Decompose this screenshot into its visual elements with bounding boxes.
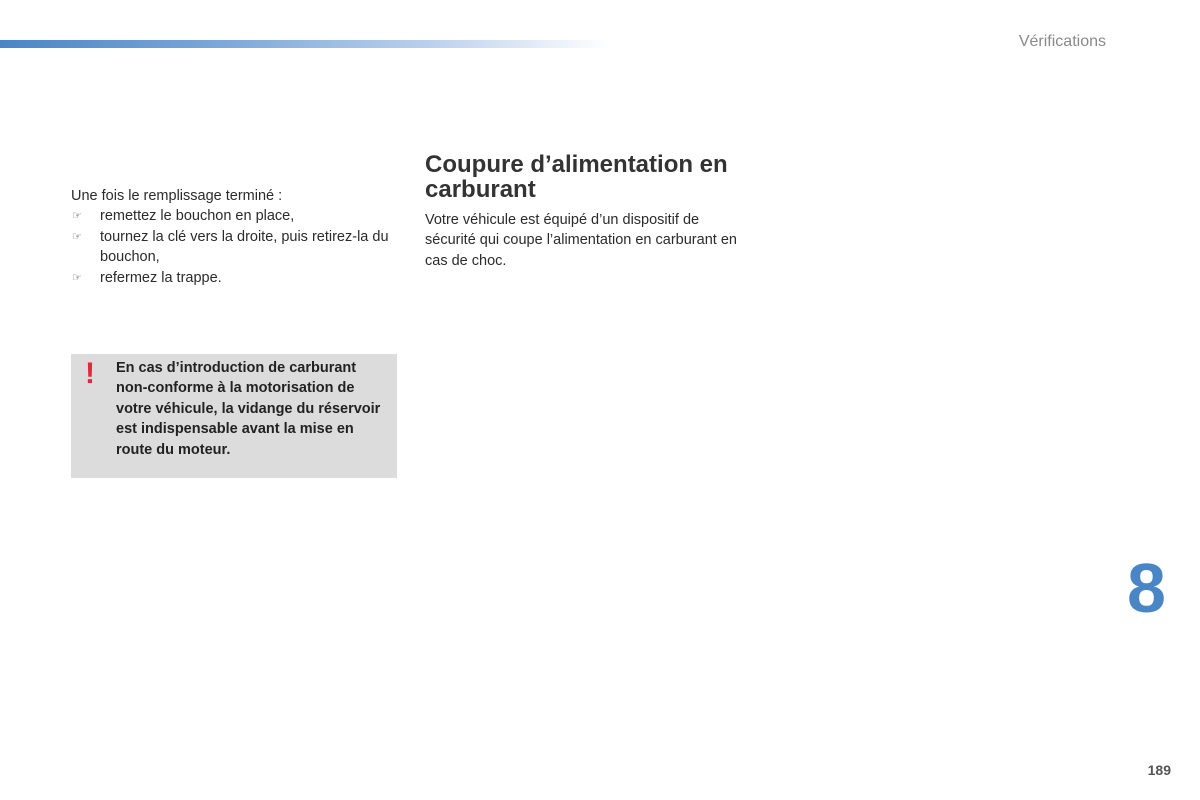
page-number: 189: [1147, 762, 1171, 778]
warning-text: En cas d’introduction de carburant non-conforme à la motorisation de votre véhicule, la vidange du réservoir est indispensable avant la mise en route du moteur.: [116, 360, 381, 458]
pointing-hand-icon: ☞: [72, 230, 82, 243]
fuel-cutoff-heading: Coupure d’alimentation en carburant: [425, 151, 728, 203]
fuel-cutoff-section: [425, 152, 745, 271]
list-item: [71, 268, 401, 288]
pointing-hand-icon: ☞: [72, 210, 82, 223]
refuel-steps: [71, 186, 401, 288]
pointing-hand-icon: ☞: [72, 271, 82, 284]
list-item-text: tournez la clé vers la droite, puis retirez-la du bouchon,: [100, 228, 389, 266]
refuel-intro: Une fois le remplissage terminé :: [71, 188, 283, 204]
warning-box: [71, 354, 397, 478]
refuel-steps-list: [71, 206, 401, 288]
list-item: [71, 227, 401, 268]
list-item: [71, 206, 401, 226]
chapter-number: 8: [1127, 549, 1166, 627]
fuel-cutoff-body: Votre véhicule est équipé d’un dispositif de sécurité qui coupe l’alimentation en carburant en cas de choc.: [425, 212, 737, 269]
list-item-text: refermez la trappe.: [100, 269, 222, 286]
exclamation-icon: !: [85, 357, 95, 390]
list-item-text: remettez le bouchon en place,: [100, 208, 295, 225]
section-title: Vérifications: [1018, 33, 1106, 50]
header-gradient-bar: [0, 40, 610, 48]
